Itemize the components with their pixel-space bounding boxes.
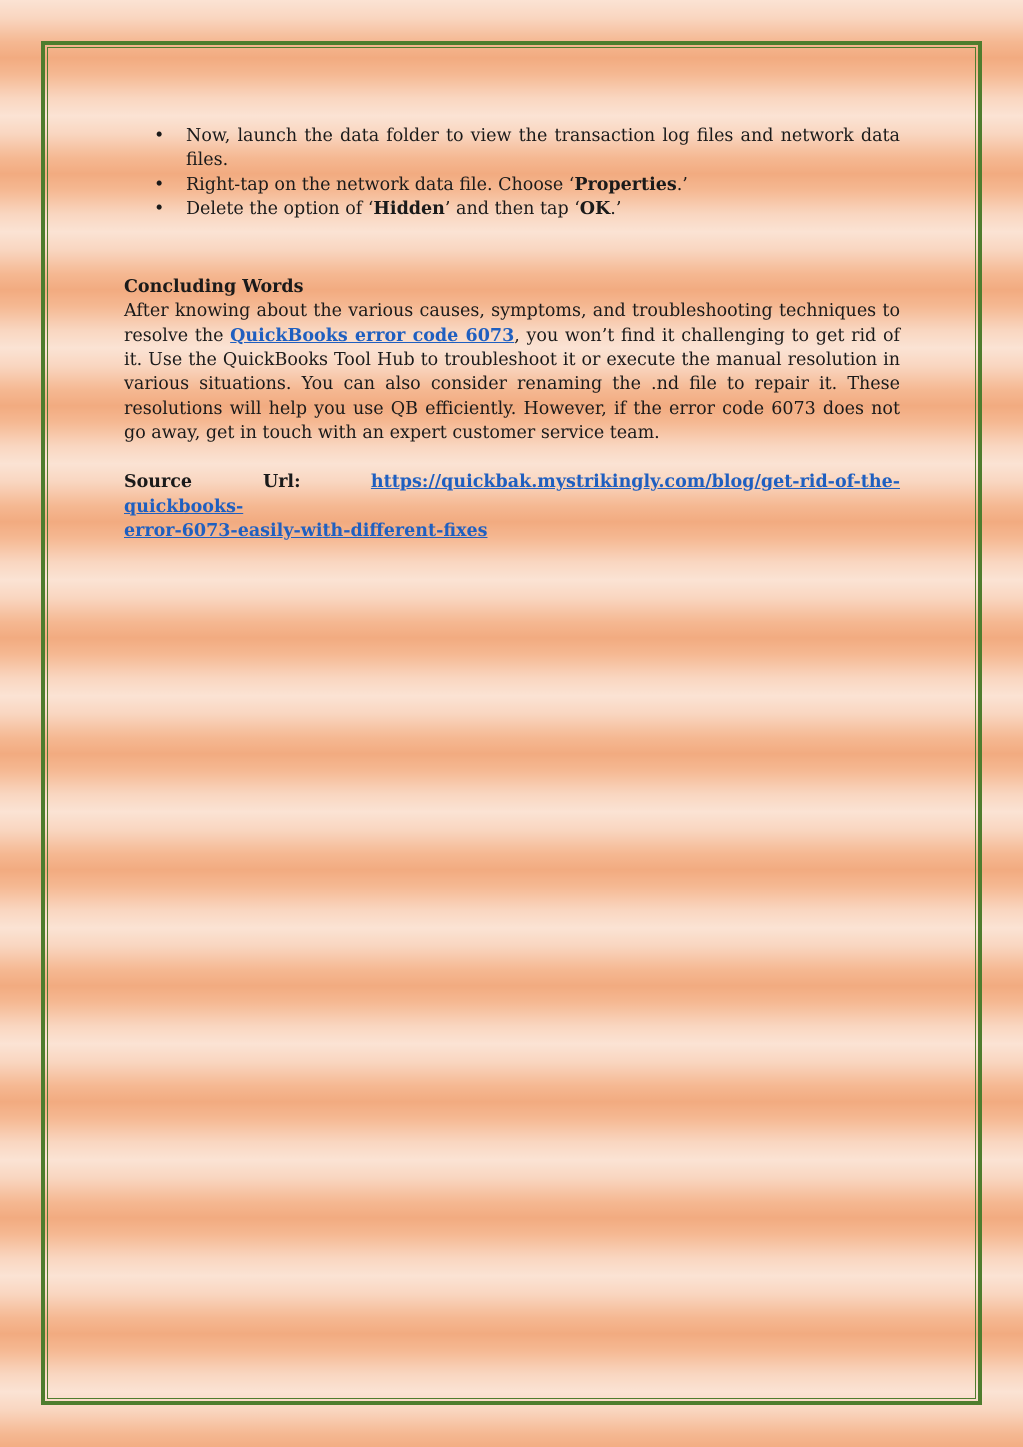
bullet-icon: •	[154, 174, 165, 195]
step-bold-text: OK	[579, 198, 611, 219]
bullet-icon: •	[154, 126, 165, 146]
step-text: .’	[676, 174, 688, 195]
source-url-line	[124, 470, 900, 543]
section-title: Concluding Words	[124, 277, 304, 298]
step-text: .’	[610, 198, 622, 219]
step-text: Right-tap on the network data file. Choose ‘	[186, 174, 575, 195]
list-item	[124, 173, 900, 197]
step-text: ’ and then tap ‘	[444, 198, 580, 219]
source-label: Source Url:	[124, 472, 301, 493]
step-bold-text: Properties	[574, 174, 677, 195]
step-text: Delete the option of ‘	[186, 198, 374, 219]
source-url-part-1: https://quickbak.mystrikingly.com/blog/get-rid-of-the-quickbooks-	[124, 472, 900, 517]
error-code-link[interactable]: QuickBooks error code 6073	[230, 325, 515, 346]
source-url-part-2: error-6073-easily-with-different-fixes	[124, 520, 488, 541]
concluding-paragraph	[124, 299, 900, 445]
list-item	[124, 124, 900, 173]
step-bold-text: Hidden	[373, 198, 445, 219]
document-body	[124, 124, 900, 543]
list-item	[124, 197, 900, 221]
paragraph-text: , you won’t find it challenging to get rid of it. Use the QuickBooks Tool Hub to troubleshoot it or execute the manual resolution in various situations. You can also consider renaming the .nd file to repair it. These resolutions will help you use QB efficiently. However, if the error code 6073 does not go away, get in touch with an expert customer service team.	[124, 325, 900, 443]
step-text: Now, launch the data folder to view the transaction log files and network data files.	[186, 126, 900, 171]
bullet-icon: •	[154, 198, 165, 219]
steps-list	[124, 124, 900, 221]
paragraph-text: After knowing about the various causes, symptoms, and troubleshooting techniques to resolve the	[124, 301, 900, 346]
